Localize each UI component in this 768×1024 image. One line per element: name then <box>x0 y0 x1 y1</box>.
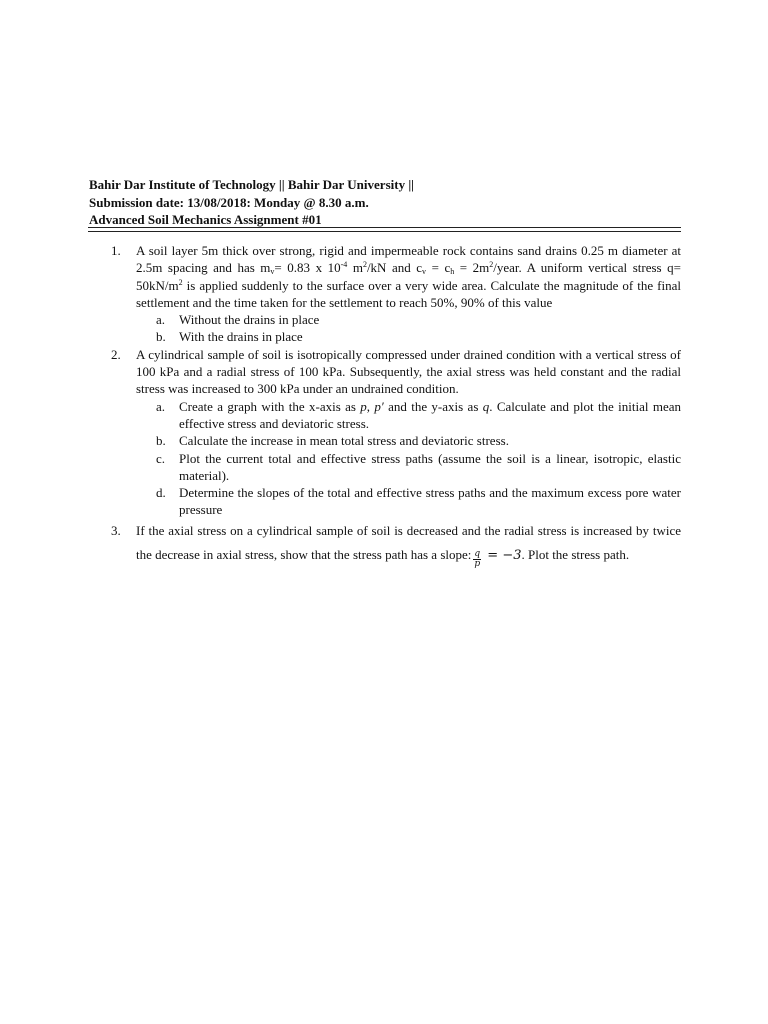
sub-question-2b <box>89 432 681 449</box>
header-double-rule <box>88 227 681 232</box>
sub-question-1a <box>89 311 681 328</box>
question-1 <box>89 242 681 311</box>
institution-line: Bahir Dar Institute of Technology || Bahir Dar University || <box>89 177 415 192</box>
sub-question-2a <box>89 398 681 433</box>
slope-equation: = −3 <box>483 547 522 563</box>
question-text: A cylindrical sample of soil is isotropically compressed under drained condition with a vertical stress of 100 kPa and a radial stress of 100 kPa. Subsequently, the axial stress was held constant and the radial stress was increased to 300 kPa under an undrained condition. <box>136 346 681 397</box>
assignment-title-line: Advanced Soil Mechanics Assignment #01 <box>89 212 322 227</box>
question-3 <box>89 519 681 569</box>
sub-question-2d <box>89 484 681 519</box>
question-number: 1. <box>111 243 121 258</box>
sub-question-text: With the drains in place <box>179 329 303 345</box>
questions-list <box>89 242 681 569</box>
submission-date-line: Submission date: 13/08/2018: Monday @ 8.30 a.m. <box>89 194 369 210</box>
sub-question-text: Calculate the increase in mean total stress and deviatoric stress. <box>179 433 509 449</box>
question-number: 2. <box>111 346 121 362</box>
sub-question-text: Plot the current total and effective stress paths (assume the soil is a linear, isotropic, elastic material). <box>179 450 681 483</box>
sub-question-letter: a. <box>156 312 166 328</box>
slope-fraction: $\frac{q}{p}$ <box>474 548 481 569</box>
sub-question-letter: a. <box>156 398 166 414</box>
question-text: A soil layer 5m thick over strong, rigid and impermeable rock contains sand drains 0.25 m diameter at 2.5m spacing and has $m_v= 0.83$ x $10^{-4}$ $m^2/kN$ and $c_v = c_h$ = $2m^2$/year. A uniform vertical stress $q= 50kN/m^2$ is applied suddenly to the surface over a very wide area. Calculate the magnitude of the final settlement and the time taken for the settlement to reach 50%, 90% of this value <box>136 243 681 310</box>
sub-question-letter: b. <box>156 329 166 345</box>
sub-question-text: Create a graph with the x-axis as p, p′ and the y-axis as q. Calculate and plot the initial mean effective stress and deviatoric stress. <box>179 398 681 431</box>
sub-question-2c <box>89 450 681 485</box>
sub-question-letter: c. <box>156 450 166 466</box>
question-number: 3. <box>111 522 121 538</box>
sub-question-text: Without the drains in place <box>179 312 320 328</box>
question-2 <box>89 346 681 398</box>
sub-question-1b <box>89 328 681 345</box>
question-text: If the axial stress on a cylindrical sample of soil is decreased and the radial stress is increased by twice the decrease in axial stress, show that the stress path has a slope: $\frac{q}{p}$ = −3. Plot the stress path. <box>136 522 681 569</box>
assignment-header <box>89 176 681 229</box>
sub-question-letter: b. <box>156 433 166 449</box>
sub-question-letter: d. <box>156 485 166 501</box>
sub-question-text: Determine the slopes of the total and effective stress paths and the maximum excess pore water pressure <box>179 485 681 518</box>
